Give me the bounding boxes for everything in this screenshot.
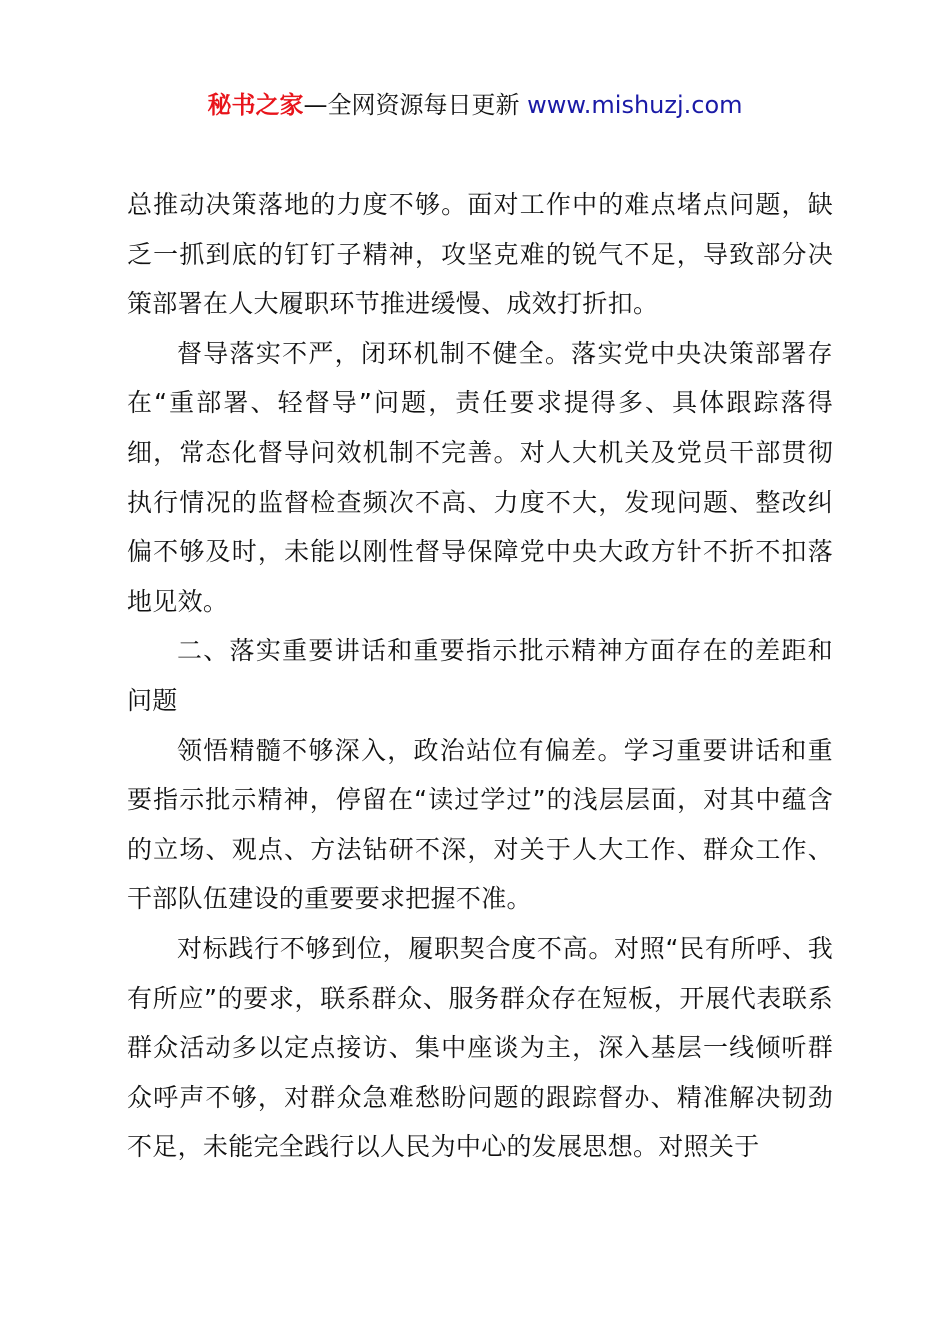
header-tagline: —全网资源每日更新 (303, 91, 528, 119)
paragraph-1: 总推动决策落地的力度不够。面对工作中的难点堵点问题，缺乏一抓到底的钉钉子精神，攻坚克难的锐气不足，导致部分决策部署在人大履职环节推进缓慢、成效打折扣。 (127, 190, 833, 319)
paragraph-4: 对标践行不够到位，履职契合度不高。对照“民有所呼、我有所应”的要求，联系群众、服务群众存在短板，开展代表联系群众活动多以定点接访、集中座谈为主，深入基层一线倾听群众呼声不够，对群众急难愁盼问题的跟踪督办、精准解决韧劲不足，未能完全践行以人民为中心的发展思想。对照关于 (127, 933, 833, 1162)
paragraph-2: 督导落实不严，闭环机制不健全。落实党中央决策部署存在“重部署、轻督导”问题，责任要求提得多、具体跟踪落得细，常态化督导问效机制不完善。对人大机关及党员干部贯彻执行情况的监督检查频次不高、力度不大，发现问题、整改纠偏不够及时，未能以刚性督导保障党中央大政方针不折不扣落地见效。 (127, 338, 833, 616)
page-header (0, 88, 950, 122)
paragraph-3: 领悟精髓不够深入，政治站位有偏差。学习重要讲话和重要指示批示精神，停留在“读过学过”的浅层层面，对其中蕴含的立场、观点、方法钻研不深，对关于人大工作、群众工作、干部队伍建设的重要要求把握不准。 (127, 735, 833, 914)
header-brand: 秘书之家 (207, 91, 304, 119)
document-body (127, 180, 833, 1172)
header-url[interactable]: www.mishuzj.com (527, 91, 743, 119)
section-heading: 二、落实重要讲话和重要指示批示精神方面存在的差距和问题 (127, 636, 833, 715)
